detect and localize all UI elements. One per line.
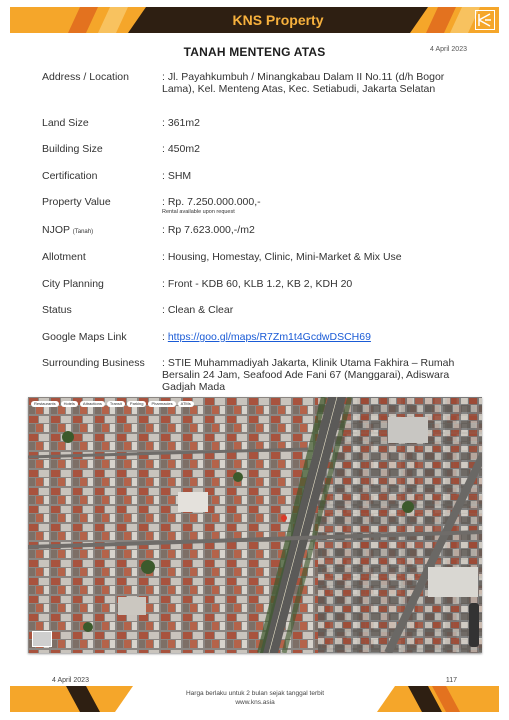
- label-property-value: Property Value: [42, 196, 111, 208]
- row-city-planning: [42, 278, 472, 304]
- footer-text: [115, 689, 395, 707]
- row-google-maps: [42, 331, 472, 357]
- row-address: [42, 71, 472, 117]
- header-stripe: [98, 7, 128, 33]
- row-certification: [42, 170, 472, 196]
- page-title: TANAH MENTENG ATAS: [183, 45, 326, 59]
- value-building-size: : 450m2: [162, 143, 200, 155]
- map-chip[interactable]: ATMs: [178, 401, 194, 407]
- value-google-maps: [162, 331, 472, 357]
- header-date: 4 April 2023: [430, 46, 467, 53]
- label-surrounding-business: Surrounding Business: [42, 357, 145, 369]
- footer-stripe: [66, 686, 100, 712]
- map-chip[interactable]: Hotels: [61, 401, 78, 407]
- google-maps-link[interactable]: https://goo.gl/maps/R7Zm1t4GcdwDSCH69: [167, 331, 371, 343]
- label-status: Status: [42, 304, 72, 316]
- value-allotment: : Housing, Homestay, Clinic, Mini-Market & Mix Use: [162, 251, 402, 263]
- footer-date: 4 April 2023: [52, 677, 89, 684]
- footer-band: [10, 686, 499, 712]
- header-stripe: [426, 7, 456, 33]
- njop-label-text: NJOP: [42, 224, 70, 236]
- label-certification: Certification: [42, 170, 98, 182]
- footer-validity-note: Harga berlaku untuk 2 bulan sejak tanggal terbit: [185, 690, 325, 697]
- row-surrounding-business: [42, 357, 472, 397]
- label-allotment: Allotment: [42, 251, 86, 263]
- value-certification: : SHM: [162, 170, 192, 182]
- row-building-size: [42, 143, 472, 170]
- header-band: [10, 7, 499, 33]
- row-property-value: [42, 196, 472, 224]
- label-land-size: Land Size: [42, 117, 89, 129]
- label-city-planning: City Planning: [42, 278, 104, 290]
- row-allotment: [42, 251, 472, 278]
- value-address: : Jl. Payahkumbuh / Minangkabau Dalam II No.11 (d/h Bogor Lama), Kel. Menteng Atas, Kec. Setiabudi, Jakarta Selatan: [162, 71, 445, 95]
- label-njop: [42, 224, 162, 251]
- map-chip[interactable]: Attractions: [80, 401, 105, 407]
- label-address: Address / Location: [42, 71, 129, 83]
- map-chip[interactable]: Parking: [127, 401, 147, 407]
- map-chip[interactable]: Restaurants: [31, 401, 59, 407]
- row-njop: [42, 224, 472, 251]
- value-city-planning: : Front - KDB 60, KLB 1.2, KB 2, KDH 20: [162, 278, 353, 290]
- page-number: 117: [445, 677, 457, 684]
- property-details: [42, 71, 472, 397]
- njop-label-note: (Tanah): [72, 229, 94, 235]
- header-stripe: [68, 7, 98, 33]
- zoom-controls[interactable]: [469, 603, 479, 647]
- map-filter-chips: [31, 401, 194, 407]
- value-njop: : Rp 7.623.000,-/m2: [162, 224, 255, 236]
- value-surrounding-business: : STIE Muhammadiyah Jakarta, Klinik Utama Fakhira – Rumah Bersalin 24 Jam, Seafood Ade Fani 67 (Manggarai), Adiswara Gadjah Mada: [162, 357, 455, 393]
- map-chip[interactable]: Pharmacies: [148, 401, 175, 407]
- brand-name: KNS Property: [232, 12, 324, 28]
- property-value-amount: : Rp. 7.250.000.000,-: [162, 196, 261, 208]
- rental-note: Rental available upon request: [162, 209, 235, 215]
- map-imagery: [28, 397, 482, 653]
- map-chip[interactable]: Transit: [107, 401, 125, 407]
- aerial-map-image[interactable]: [28, 397, 482, 653]
- kns-logo-icon: [475, 10, 495, 30]
- row-status: [42, 304, 472, 331]
- layers-thumbnail[interactable]: [32, 631, 52, 647]
- label-google-maps: Google Maps Link: [42, 331, 127, 343]
- value-status: : Clean & Clear: [162, 304, 234, 316]
- row-land-size: [42, 117, 472, 143]
- maps-link-prefix: :: [162, 331, 168, 343]
- label-building-size: Building Size: [42, 143, 103, 155]
- footer-website: www.kns.asia: [235, 699, 275, 706]
- value-property-value: [162, 196, 472, 224]
- value-land-size: : 361m2: [162, 117, 200, 129]
